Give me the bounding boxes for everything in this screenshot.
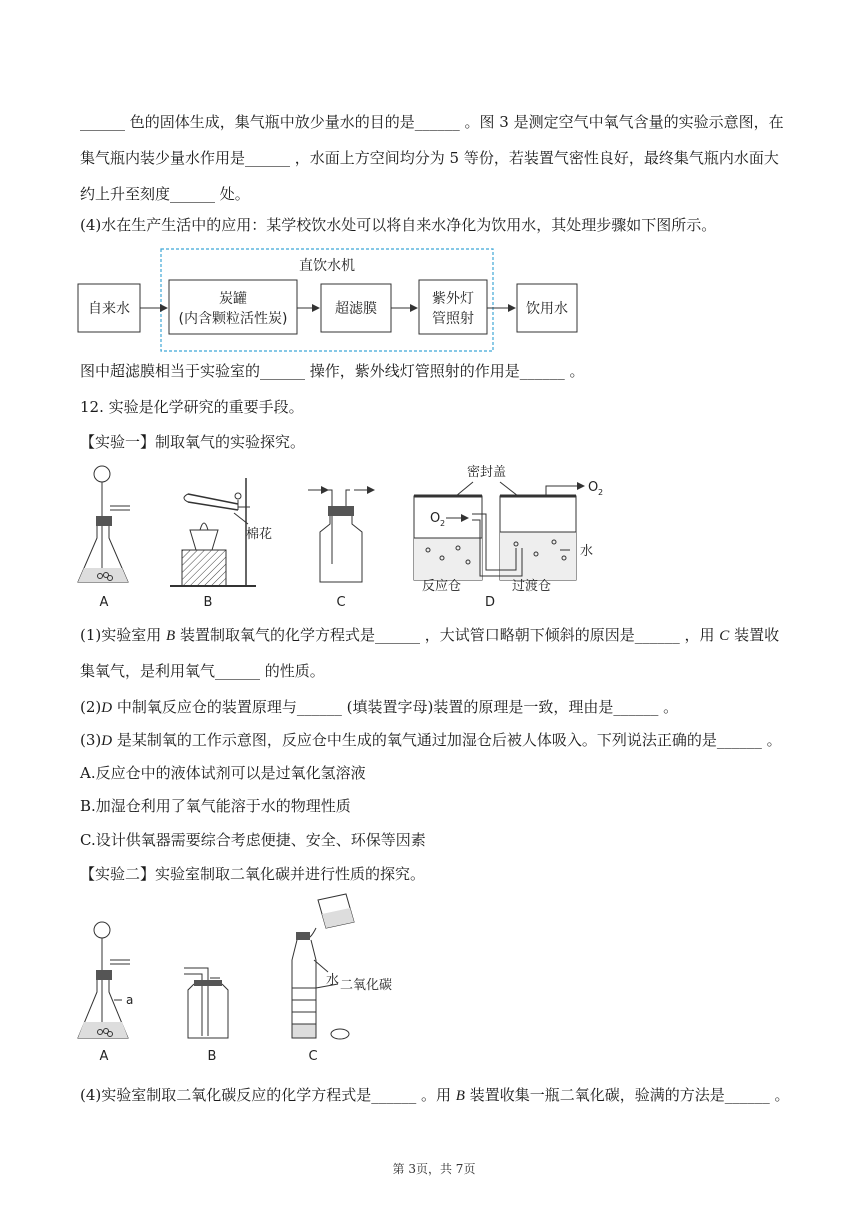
label-C: C	[336, 595, 346, 610]
experiment-1-heading: 【实验一】制取氧气的实验探究。	[80, 433, 306, 451]
q12-option-b: B.加湿仓利用了氧气能溶于水的物理性质	[80, 797, 351, 815]
carbon-tank-sublabel: (内含颗粒活性炭)	[178, 311, 288, 327]
apparatus-C-bottle	[308, 490, 374, 582]
q12-option-a: A.反应仓中的液体试剂可以是过氧化氢溶液	[80, 764, 366, 782]
label-B: B	[203, 595, 213, 610]
co2-apparatus-A-flask	[78, 922, 130, 1038]
q12-part-2: (2)D 中制氧反应仓的装置原理与______ (填装置字母)装置的原理是一致，理由是______ 。	[80, 698, 679, 716]
label-cotton: 棉花	[246, 527, 273, 542]
q11-line-2: 集气瓶内装少量水作用是______ ，水面上方空间均分为 5 等份，若装置气密性良好，最终集气瓶内水面大	[80, 149, 779, 167]
apparatus-D-generator	[414, 482, 584, 580]
drinking-water-label: 饮用水	[526, 301, 568, 317]
co2-label-A: A	[99, 1049, 109, 1064]
label-D: D	[484, 595, 496, 610]
co2-label-C: C	[308, 1049, 318, 1064]
q12-part-1-line-2: 集氧气，是利用氧气______ 的性质。	[80, 662, 325, 680]
ultrafiltration-label: 超滤膜	[335, 301, 377, 317]
q12-part-1-line-1: (1)实验室用 B 装置制取氧气的化学方程式是______ ，大试管口略朝下倾斜的原因是______ ，用 C 装置收	[80, 626, 780, 644]
label-reactor: 反应仓	[422, 579, 462, 594]
q12-option-c: C.设计供氧器需要综合考虑便捷、安全、环保等因素	[80, 831, 426, 849]
apparatus-B-heating	[170, 478, 256, 586]
label-o2-out-sub: 2	[598, 488, 604, 497]
co2-apparatus-C-plastic-bottle	[292, 894, 354, 1039]
carbon-tank-label: 炭罐	[219, 291, 247, 307]
label-A: A	[99, 595, 109, 610]
page-footer: 第 3页，共 7页	[392, 1162, 476, 1176]
label-o2-out: O	[588, 480, 599, 495]
q11-line-3: 约上升至刻度______ 处。	[80, 185, 250, 203]
q12-part-4: (4)实验室制取二氧化碳反应的化学方程式是______ 。用 B 装置收集一瓶二氧化碳，验满的方法是______ 。	[80, 1086, 790, 1104]
uv-lamp-label: 紫外灯	[432, 291, 474, 307]
q12-title: 12. 实验是化学研究的重要手段。	[80, 398, 304, 416]
co2-apparatus-figure	[70, 888, 410, 1064]
label-sealed-lid: 密封盖	[467, 465, 507, 480]
label-o2-in: O	[430, 511, 441, 526]
q11-part-4-question: 图中超滤膜相当于实验室的______ 操作，紫外线灯管照射的作用是______ 。	[80, 362, 585, 380]
water-purification-flow	[76, 246, 596, 356]
label-transfer: 过渡仓	[512, 579, 552, 594]
q11-line-1: ______ 色的固体生成，集气瓶中放少量水的目的是______ 。图 3 是测定空气中氧气含量的实验示意图，在	[80, 113, 784, 131]
label-co2: 二氧化碳	[340, 978, 393, 993]
q11-part-4: (4)水在生产生活中的应用：某学校饮水处可以将自来水净化为饮用水，其处理步骤如下图所示。	[80, 216, 717, 234]
label-o2-in-sub: 2	[440, 519, 446, 528]
co2-label-B: B	[207, 1049, 217, 1064]
uv-lamp-sublabel: 管照射	[432, 311, 474, 327]
q12-part-3: (3)D 是某制氧的工作示意图，反应仓中生成的氧气通过加湿仓后被人体吸入。下列说法正确的是______ 。	[80, 731, 782, 749]
oxygen-apparatus-figure	[70, 458, 630, 614]
experiment-2-heading: 【实验二】实验室制取二氧化碳并进行性质的探究。	[80, 865, 426, 883]
label-water-c: 水	[326, 973, 340, 988]
apparatus-A-flask	[78, 466, 130, 582]
label-a: a	[126, 993, 134, 1007]
co2-apparatus-B-bottle	[184, 968, 228, 1038]
label-water: 水	[580, 544, 594, 559]
tap-water-label: 自来水	[88, 301, 130, 317]
dispenser-group-label: 直饮水机	[299, 258, 355, 274]
